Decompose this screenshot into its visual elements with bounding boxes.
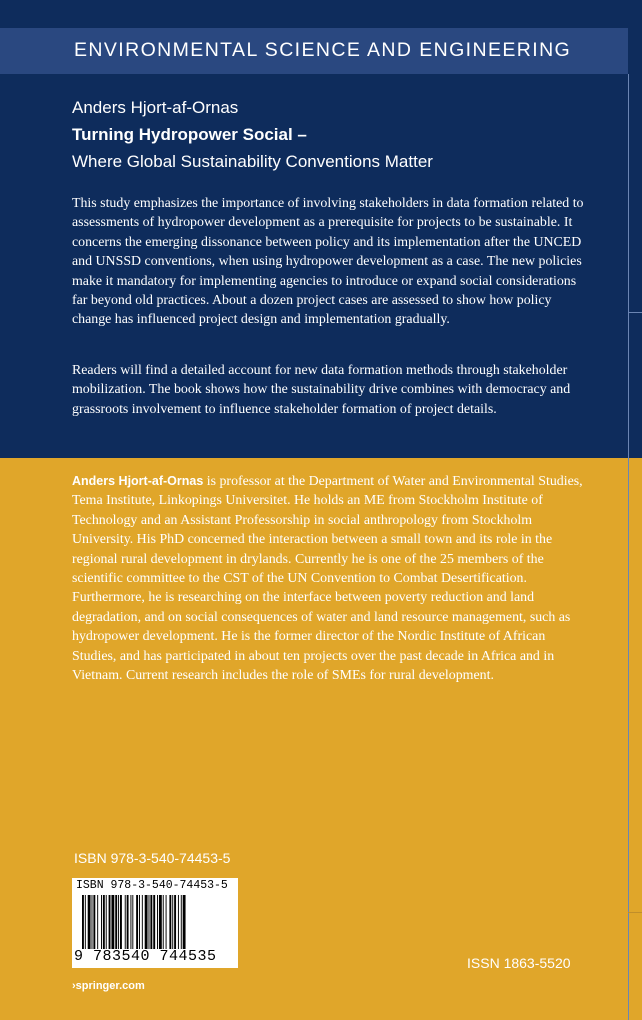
barcode-bar bbox=[85, 895, 86, 949]
barcode-bar bbox=[118, 895, 119, 949]
barcode-bar bbox=[172, 895, 173, 949]
barcode-bar bbox=[166, 895, 167, 949]
spine-edge-line bbox=[628, 74, 629, 1020]
barcode bbox=[72, 878, 238, 968]
barcode-bar bbox=[127, 895, 129, 949]
barcode-bar bbox=[159, 895, 162, 949]
barcode-bar bbox=[153, 895, 155, 949]
barcode-bar bbox=[142, 895, 143, 949]
barcode-bar bbox=[130, 895, 131, 949]
barcode-bar bbox=[88, 895, 91, 949]
barcode-digits: 9 783540 744535 bbox=[74, 948, 217, 965]
barcode-bar bbox=[93, 895, 95, 949]
barcode-bar bbox=[174, 895, 176, 949]
description-paragraph-2: Readers will find a detailed account for new data formation methods through stakeholder mobilization. The book shows how the sustainability drive combines with democracy and grassroots involvement to influence stakeholder formation of project details. bbox=[72, 363, 571, 417]
barcode-bar bbox=[163, 895, 164, 949]
barcode-bar bbox=[97, 895, 98, 949]
bio-text: is professor at the Department of Water and Environmental Studies, Tema Institute, Linkopings Universitet. He holds an ME from Stockholm Institute of Technology and an Assistant Professorship in social anthropology from Stockholm University. His PhD concerned the interaction between a small town and its role in the regional rural development in drylands. Currently he is one of the 25 members of the scientific committee to the CST of the UN Convention to Combat Desertification. Furthermore, he is researching on the interface between poverty reduction and land degradation, and on social consequences of water and land resource management, such as hydropower development. He is the former director of the Nordic Institute of African Studies, and has participated in about ten projects over the past decade in Africa and in Vietnam. Current research includes the role of SMEs for rural development. bbox=[72, 474, 583, 684]
barcode-bar bbox=[103, 895, 105, 949]
barcode-bar bbox=[169, 895, 171, 949]
barcode-bar bbox=[149, 895, 150, 949]
barcode-bar bbox=[109, 895, 111, 949]
author-bio bbox=[72, 472, 592, 685]
publisher-link[interactable]: ›springer.com bbox=[72, 980, 145, 992]
barcode-bar bbox=[125, 895, 126, 949]
barcode-bar bbox=[145, 895, 148, 949]
book-subtitle: Where Global Sustainability Conventions Matter bbox=[72, 152, 433, 171]
barcode-bar bbox=[183, 895, 186, 949]
spine-edge-tick-lower bbox=[628, 912, 642, 913]
barcode-bar bbox=[181, 895, 182, 949]
barcode-isbn-text: ISBN 978-3-540-74453-5 bbox=[76, 879, 228, 892]
barcode-bar bbox=[115, 895, 117, 949]
description-paragraph-1: This study emphasizes the importance of involving stakeholders in data formation related to assessments of hydropower development as a prerequisite for projects to be sustainable. It concerns the emerging dissonance between policy and its implementation after the UNCED and UNSSD conventions, when using hydropower development as a case. The new policies make it mandatory for implementing agencies to introduce or expand social considerations far beyond old practices. About a dozen project cases are assessed to show how policy change has influenced project design and implementation gradually. bbox=[72, 196, 584, 328]
barcode-bar bbox=[106, 895, 107, 949]
barcode-bar bbox=[92, 895, 93, 949]
bio-author-name: Anders Hjort-af-Ornas bbox=[72, 474, 204, 488]
barcode-bar bbox=[139, 895, 140, 949]
book-title: Turning Hydropower Social – bbox=[72, 125, 307, 144]
barcode-bar bbox=[157, 895, 158, 949]
barcode-bar bbox=[82, 895, 84, 949]
barcode-bar bbox=[111, 895, 114, 949]
barcode-bar bbox=[132, 895, 133, 949]
barcode-bar bbox=[178, 895, 179, 949]
isbn-label: ISBN 978-3-540-74453-5 bbox=[74, 850, 231, 866]
barcode-bars bbox=[82, 895, 228, 949]
barcode-bar bbox=[150, 895, 152, 949]
barcode-bar bbox=[136, 895, 138, 949]
author-name: Anders Hjort-af-Ornas bbox=[72, 98, 239, 117]
series-title: ENVIRONMENTAL SCIENCE AND ENGINEERING bbox=[74, 39, 572, 61]
issn-label: ISSN 1863-5520 bbox=[467, 955, 571, 971]
spine-edge-tick bbox=[628, 312, 642, 313]
barcode-bar bbox=[101, 895, 102, 949]
barcode-bar bbox=[120, 895, 122, 949]
